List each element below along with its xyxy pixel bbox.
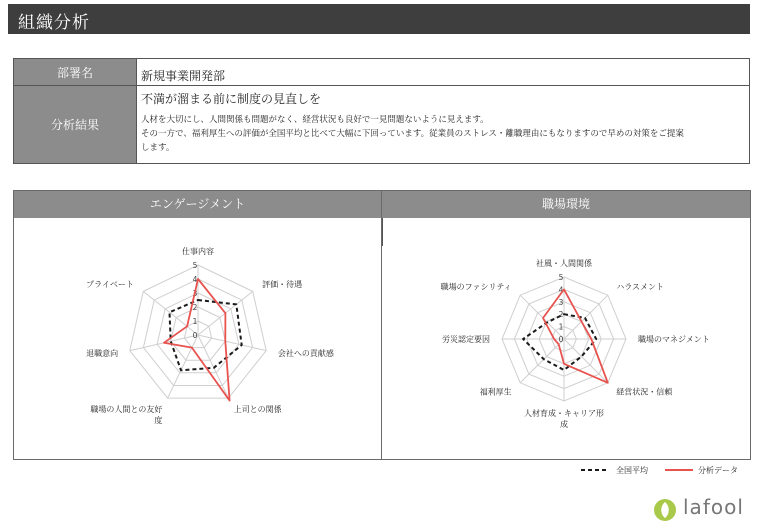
radar-axis-label: 退職意向 (86, 349, 119, 359)
result-line-1: 人材を大切にし、人間関係も問題がなく、経営状況も良好で一見問題ないように見えます。 (141, 115, 489, 125)
radar-tick-label: 4 (192, 275, 198, 284)
radar-tick-label: 4 (558, 285, 564, 295)
radar-axis-label: 経営状況・信頼 (616, 387, 673, 397)
workplace-radar-chart (382, 218, 750, 458)
dept-value: 新規事業開発部 (137, 59, 750, 86)
logo-text: lafool (683, 495, 744, 519)
radar-tick-label: 2 (558, 310, 564, 320)
radar-axis-label: 上司との関係 (233, 404, 282, 414)
radar-axis-label: 人材育成・キャリア形成 (524, 409, 604, 429)
legend-national-label: 全国平均 (616, 466, 648, 475)
radar-tick-label: 1 (192, 317, 198, 326)
radar-axis-label: 労災認定要因 (442, 335, 490, 344)
radar-axis-label: 職場のマネジメント (638, 335, 710, 344)
radar-spoke (198, 335, 228, 398)
leaf-logo-icon (653, 498, 677, 522)
legend-national-swatch (580, 468, 610, 472)
radar-axis-label: 社風・人間関係 (536, 259, 592, 268)
radar-tick-label: 5 (192, 261, 198, 270)
page-title-bar (8, 4, 750, 34)
engagement-radar-chart (14, 218, 381, 458)
radar-tick-label: 0 (558, 335, 564, 344)
workplace-panel-title: 職場環境 (382, 191, 750, 218)
radar-tick-label: 3 (192, 289, 198, 298)
radar-axis-label: 福利厚生 (479, 387, 512, 397)
result-heading: 不満が溜まる前に制度の見直しを (141, 92, 322, 106)
radar-tick-label: 0 (192, 331, 198, 340)
result-label: 分析結果 (14, 86, 137, 164)
result-line-3: します。 (141, 143, 175, 153)
result-cell (137, 86, 750, 164)
radar-axis-label: 仕事内容 (182, 247, 214, 256)
dept-label: 部署名 (14, 59, 137, 86)
radar-tick-label: 5 (558, 273, 564, 282)
radar-axis-label: 職場のファシリティ (440, 282, 512, 292)
radar-axis-label: 会社への貢献感 (277, 349, 334, 359)
radar-tick-label: 1 (558, 322, 564, 332)
radar-axis-label: 評価・待遇 (262, 279, 303, 289)
page-title: 組織分析 (18, 13, 90, 33)
legend-analysis-swatch (664, 468, 694, 472)
engagement-panel (13, 190, 382, 460)
radar-axis-label: 職場の人間との友好度 (90, 404, 163, 425)
radar-tick-label: 3 (558, 297, 564, 307)
legend-analysis-label: 分析データ (698, 466, 738, 475)
radar-tick-label: 2 (192, 303, 198, 312)
lafool-logo (653, 495, 744, 526)
engagement-panel-title: エンゲージメント (14, 191, 381, 218)
radar-axis-label: プライベート (86, 279, 134, 289)
result-line-2: その一方で、福利厚生への評価が全国平均と比べて大幅に下回っています。従業員のストレス・離職理由にもなりますので早めの対策をご提案 (141, 129, 684, 139)
radar-axis-label: ハラスメント (616, 282, 665, 292)
workplace-panel (381, 190, 751, 460)
info-table (13, 58, 750, 164)
